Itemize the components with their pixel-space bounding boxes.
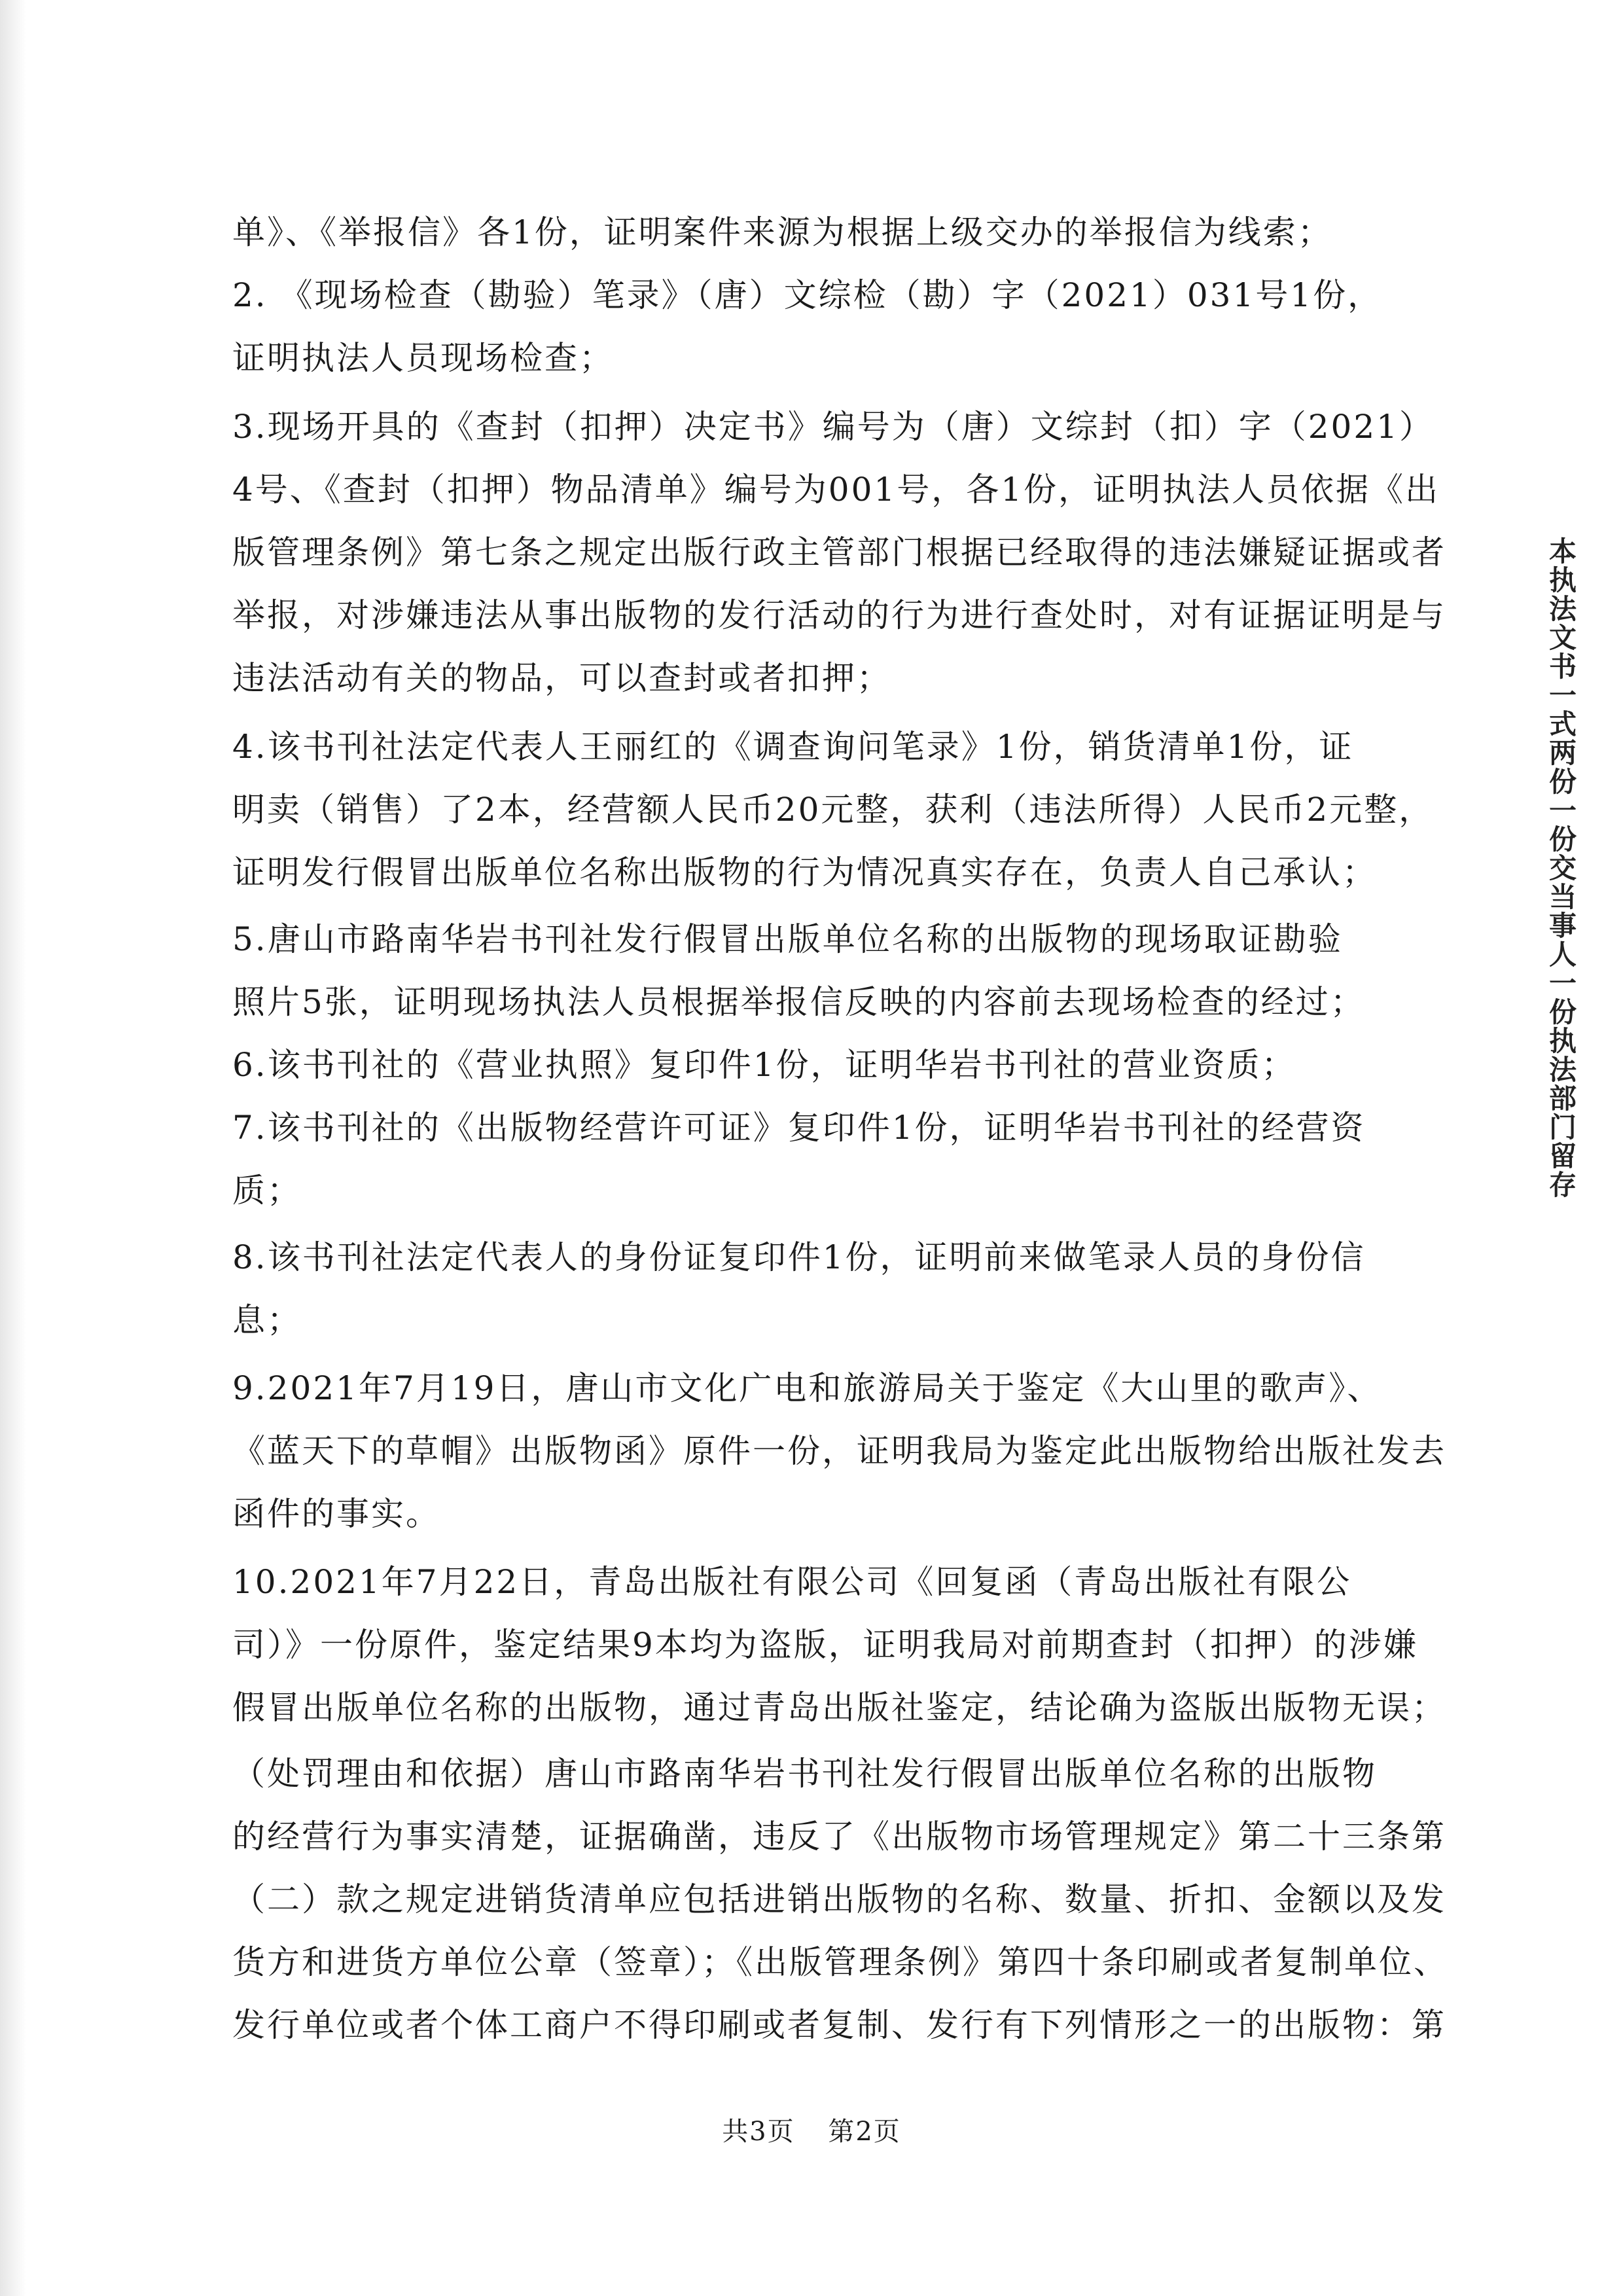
text-line: 2. 《现场检查（勘验）笔录》（唐）文综检（勘）字（2021）031号1份， — [232, 276, 1383, 314]
text-line: 6.该书刊社的《营业执照》复印件1份，证明华岩书刊社的营业资质； — [232, 1046, 1296, 1084]
text-line: 《蓝天下的草帽》出版物函》原件一份，证明我局为鉴定此出版物给出版社发去 — [232, 1432, 1446, 1470]
page-footer — [0, 2111, 1623, 2148]
text-line: （处罚理由和依据）唐山市路南华岩书刊社发行假冒出版单位名称的出版物 — [232, 1755, 1377, 1793]
text-line: 明卖（销售）了2本，经营额人民币20元整，获利（违法所得）人民币2元整， — [232, 791, 1434, 829]
text-line: 单》、《举报信》各1份，证明案件来源为根据上级交办的举报信为线索； — [232, 213, 1332, 251]
text-line: （二）款之规定进销货清单应包括进销出版物的名称、数量、折扣、金额以及发 — [232, 1880, 1446, 1918]
text-line: 3.现场开具的《查封（扣押）决定书》编号为（唐）文综封（扣）字（2021） — [232, 408, 1434, 446]
text-line: 4号、《查封（扣押）物品清单》编号为001号，各1份，证明执法人员依据《出 — [232, 471, 1440, 509]
text-line: 息； — [232, 1301, 302, 1339]
text-line: 版管理条例》第七条之规定出版行政主管部门根据已经取得的违法嫌疑证据或者 — [232, 533, 1446, 571]
text-line: 8.该书刊社法定代表人的身份证复印件1份，证明前来做笔录人员的身份信 — [232, 1238, 1366, 1276]
text-line: 货方和进货方单位公章（签章）；《出版管理条例》第四十条印刷或者复制单位、 — [232, 1943, 1448, 1981]
text-line: 违法活动有关的物品，可以查封或者扣押； — [232, 659, 891, 697]
text-line: 5.唐山市路南华岩书刊社发行假冒出版单位名称的出版物的现场取证勘验 — [232, 920, 1343, 958]
text-line: 假冒出版单位名称的出版物，通过青岛出版社鉴定，结论确为盗版出版物无误； — [232, 1689, 1446, 1727]
total-pages: 共3页 — [722, 2117, 795, 2147]
text-line: 9.2021年7月19日，唐山市文化广电和旅游局关于鉴定《大山里的歌声》、 — [232, 1369, 1382, 1407]
text-line: 发行单位或者个体工商户不得印刷或者复制、发行有下列情形之一的出版物：第 — [232, 2006, 1446, 2044]
side-note-department-copy: 一份执法部门留存 — [1545, 969, 1577, 1199]
text-line: 的经营行为事实清楚，证据确凿，违反了《出版物市场管理规定》第二十三条第 — [232, 1818, 1446, 1856]
text-line: 证明执法人员现场检查； — [232, 339, 614, 377]
scan-edge-shadow — [0, 0, 26, 2296]
text-line: 照片5张，证明现场执法人员根据举报信反映的内容前去现场检查的经过； — [232, 983, 1365, 1021]
text-line: 7.该书刊社的《出版物经营许可证》复印件1份，证明华岩书刊社的经营资 — [232, 1109, 1366, 1147]
text-line: 证明发行假冒出版单位名称出版物的行为情况真实存在，负责人自己承认； — [232, 853, 1377, 891]
side-note-copies: 本执法文书一式两份 — [1545, 537, 1577, 796]
text-line: 举报，对涉嫌违法从事出版物的发行活动的行为进行查处时，对有证据证明是与 — [232, 596, 1446, 634]
text-line: 司）》一份原件，鉴定结果9本均为盗版，证明我局对前期查封（扣押）的涉嫌 — [232, 1626, 1418, 1664]
text-line: 10.2021年7月22日，青岛出版社有限公司《回复函（青岛出版社有限公 — [232, 1563, 1352, 1601]
side-note-party-copy: 一份交当事人 — [1545, 796, 1577, 969]
text-line: 函件的事实。 — [232, 1495, 440, 1533]
current-page: 第2页 — [828, 2117, 901, 2147]
text-line: 4.该书刊社法定代表人王丽红的《调查询问笔录》1份，销货清单1份，证 — [232, 728, 1354, 766]
side-margin-note — [1538, 537, 1577, 1199]
text-line: 质； — [232, 1172, 302, 1210]
